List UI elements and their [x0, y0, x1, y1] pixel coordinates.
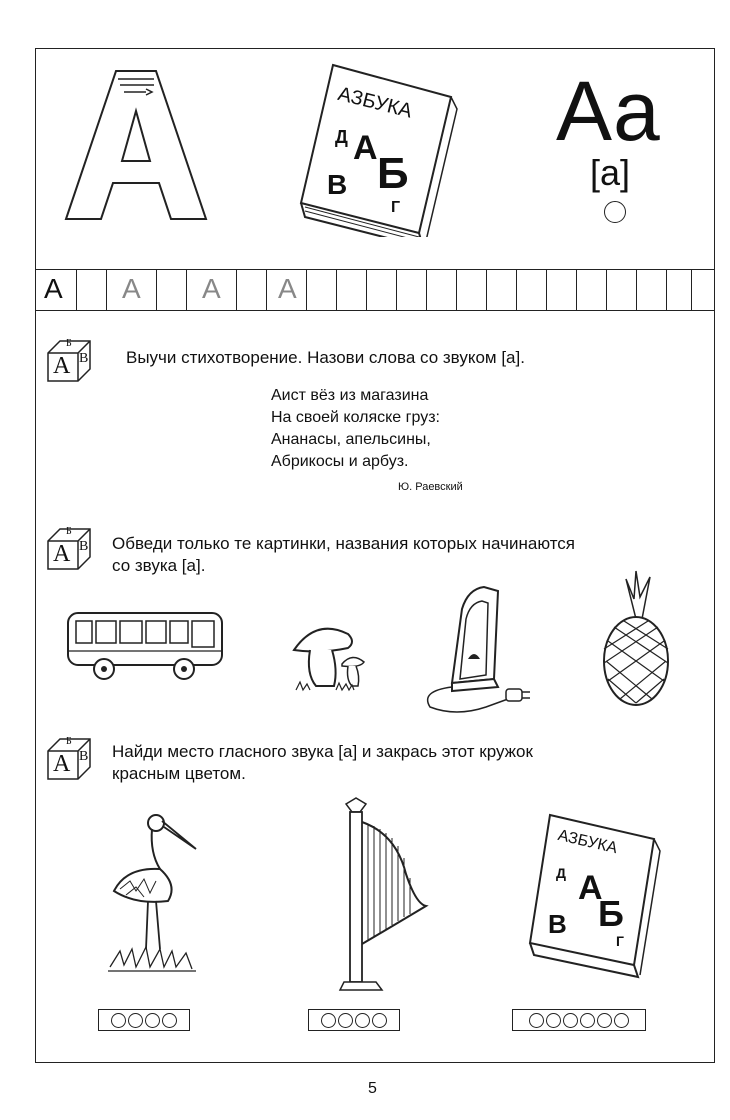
task3-instruction-line2: красным цветом. — [112, 764, 246, 783]
page-number: 5 — [368, 1080, 377, 1097]
task3-cube-icon — [46, 737, 92, 786]
poem-line: Аист вёз из магазина — [271, 387, 429, 404]
book-letter-v: В — [548, 909, 567, 939]
cube-top-letter: Б — [66, 526, 72, 537]
harp-icon[interactable] — [316, 794, 436, 994]
stork-icon[interactable] — [106, 809, 226, 979]
book-title: АЗБУКА — [556, 827, 619, 858]
sound-circle[interactable] — [597, 1013, 612, 1028]
book-letter-a: А — [578, 869, 603, 907]
sound-scheme-stork — [98, 1009, 190, 1031]
bus-icon[interactable] — [64, 607, 228, 687]
sound-circle[interactable] — [563, 1013, 578, 1028]
alphabet-book-icon — [291, 57, 461, 237]
book-letter-g: Г — [616, 933, 624, 949]
cube-front-letter: А — [53, 751, 71, 777]
copy-traced-letter[interactable]: А — [278, 273, 297, 304]
task2-instruction-line2: со звука [а]. — [112, 556, 206, 575]
alphabet-book-icon[interactable] — [526, 809, 666, 979]
sound-circle[interactable] — [338, 1013, 353, 1028]
sound-label: [а] — [590, 152, 631, 193]
sound-circle[interactable] — [162, 1013, 177, 1028]
book-letter-b: Б — [598, 893, 624, 934]
cube-top-letter: Б — [66, 736, 72, 747]
book-letter-d: Д — [556, 865, 566, 881]
pineapple-icon[interactable] — [596, 569, 676, 709]
book-title: АЗБУКА — [335, 83, 415, 123]
sound-circle[interactable] — [580, 1013, 595, 1028]
copy-traced-letter[interactable]: А — [122, 273, 141, 304]
copybook-line — [36, 269, 714, 311]
sound-circle[interactable] — [321, 1013, 336, 1028]
outline-letter-a-icon — [46, 59, 216, 229]
copy-sample-letter: А — [44, 273, 63, 304]
iron-icon[interactable] — [416, 579, 536, 719]
cube-front-letter: А — [53, 353, 71, 379]
letter-pair-aa: Аа — [556, 64, 660, 158]
book-letter-d: Д — [335, 127, 348, 147]
task3-instruction-line1: Найди место гласного звука [а] и закрась этот кружок — [112, 742, 533, 761]
sound-circle[interactable] — [145, 1013, 160, 1028]
poem-line: Абрикосы и арбуз. — [271, 453, 409, 470]
sound-circle[interactable] — [614, 1013, 629, 1028]
task2-cube-icon — [46, 527, 92, 576]
sound-circle[interactable] — [355, 1013, 370, 1028]
task1-cube-icon — [46, 339, 92, 388]
task1-instruction: Выучи стихотворение. Назови слова со звуком [а]. — [126, 348, 525, 367]
sound-circle[interactable] — [529, 1013, 544, 1028]
task2-instruction-line1: Обведи только те картинки, названия которых начинаются — [112, 534, 576, 553]
book-letter-b: Б — [377, 149, 409, 198]
sound-circle[interactable] — [128, 1013, 143, 1028]
cube-side-letter: В — [79, 539, 89, 554]
sound-scheme-book — [512, 1009, 646, 1031]
cube-top-letter: Б — [66, 338, 72, 349]
poem-line: Ананасы, апельсины, — [271, 431, 431, 448]
sound-circle[interactable] — [546, 1013, 561, 1028]
page-frame — [35, 48, 715, 1063]
poem-line: На своей коляске груз: — [271, 409, 440, 426]
book-letter-g: Г — [391, 199, 401, 216]
sound-circle[interactable] — [372, 1013, 387, 1028]
sound-scheme-harp — [308, 1009, 400, 1031]
cube-side-letter: В — [79, 749, 89, 764]
sound-circle[interactable] — [111, 1013, 126, 1028]
book-letter-a: А — [353, 129, 378, 167]
cube-front-letter: А — [53, 541, 71, 567]
sound-circle[interactable] — [604, 201, 626, 223]
cube-side-letter: В — [79, 351, 89, 366]
book-letter-v: В — [327, 169, 348, 200]
poem-author: Ю. Раевский — [398, 481, 463, 493]
copy-traced-letter[interactable]: А — [202, 273, 221, 304]
mushroom-icon[interactable] — [286, 614, 376, 694]
